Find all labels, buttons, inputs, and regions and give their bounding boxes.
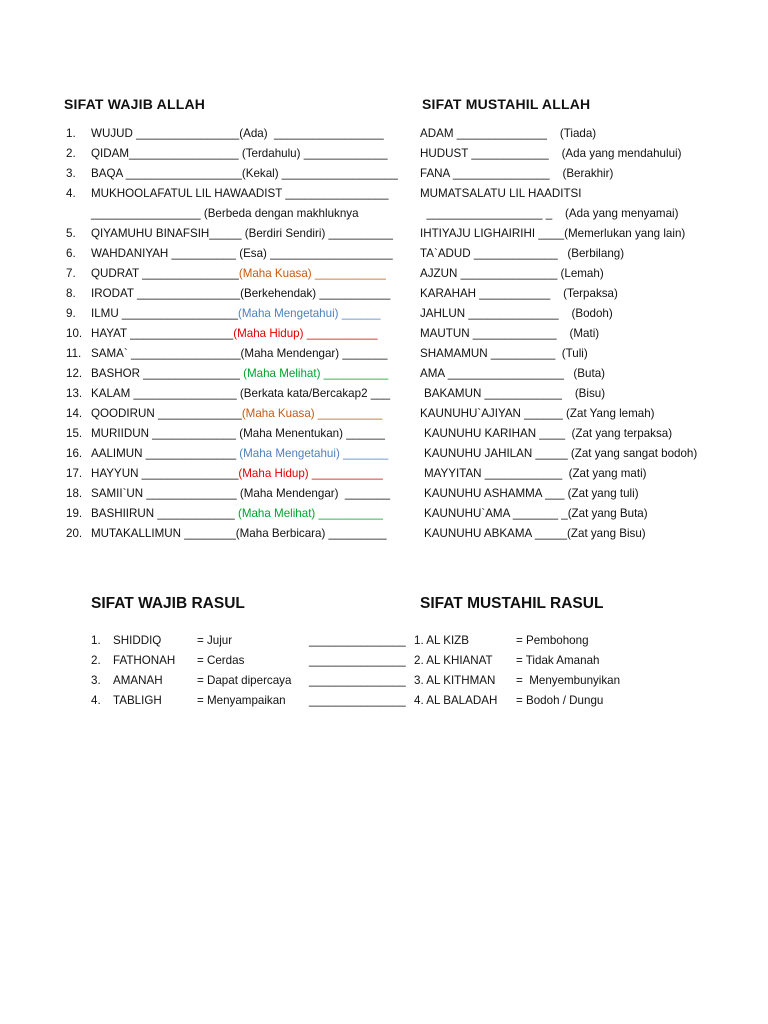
mustahil-entry: ADAM ______________ (Tiada) <box>420 127 597 140</box>
row-number: 3. <box>91 674 101 687</box>
row-number: 17. <box>66 467 83 480</box>
wajib-name: MUTAKALLIMUN ________(Maha Berbicara) _________ <box>91 527 387 540</box>
mustahil-entry: TA`ADUD _____________ (Berbilang) <box>420 247 625 260</box>
wajib-entry <box>91 447 388 460</box>
wajib-entry <box>91 367 388 380</box>
wajib-meaning-colored: (Maha Melihat) __________ <box>243 367 389 380</box>
row-number: 8. <box>66 287 76 300</box>
wajib-name: SAMII`UN ______________ (Maha Mendengar) _______ <box>91 487 391 500</box>
row-number: 1. <box>66 127 76 140</box>
wajib-name: HAYAT ________________ <box>91 327 234 340</box>
allah-row <box>0 467 768 487</box>
mustahil-rasul-name: 2. AL KHIANAT <box>414 654 493 667</box>
row-number: 18. <box>66 487 83 500</box>
row-number: 12. <box>66 367 83 380</box>
mustahil-entry: MAUTUN _____________ (Mati) <box>420 327 600 340</box>
allah-row <box>0 427 768 447</box>
wajib-entry <box>91 527 387 540</box>
wajib-name: BASHIIRUN ____________ <box>91 507 238 520</box>
allah-row <box>0 447 768 467</box>
row-number: 16. <box>66 447 83 460</box>
row-number: 15. <box>66 427 83 440</box>
row-number: 7. <box>66 267 76 280</box>
wajib-name: MUKHOOLAFATUL LIL HAWAADIST ________________ <box>91 187 389 200</box>
mustahil-entry: FANA _______________ (Berakhir) <box>420 167 614 180</box>
wajib-entry <box>91 467 383 480</box>
mustahil-entry: KAUNUHU KARIHAN ____ (Zat yang terpaksa) <box>424 427 673 440</box>
allah-row <box>0 327 768 347</box>
wajib-name: SAMA` _________________(Maha Mendengar) _______ <box>91 347 388 360</box>
wajib-entry <box>91 347 388 360</box>
wajib-name: AALIMUN ______________ <box>91 447 240 460</box>
wajib-meaning-colored: (Maha Kuasa) ___________ <box>238 267 386 280</box>
mustahil-entry: MAYYITAN ____________ (Zat yang mati) <box>424 467 647 480</box>
mustahil-entry: IHTIYAJU LIGHAIRIHI ____(Memerlukan yang lain) <box>420 227 686 240</box>
mustahil-rasul-meaning: = Pembohong <box>516 634 589 647</box>
row-number: 4. <box>66 187 76 200</box>
allah-row <box>0 507 768 527</box>
mustahil-rasul-meaning: = Bodoh / Dungu <box>516 694 604 707</box>
rasul-row <box>0 634 768 654</box>
wajib-name: ILMU __________________ <box>91 307 238 320</box>
wajib-rasul-meaning: = Dapat dipercaya <box>197 674 292 687</box>
wajib-name: QUDRAT _______________ <box>91 267 239 280</box>
row-number: 19. <box>66 507 83 520</box>
wajib-meaning-colored: (Maha Hidup) ___________ <box>233 327 378 340</box>
wajib-entry <box>91 127 384 140</box>
wajib-name: HAYYUN _______________ <box>91 467 239 480</box>
wajib-name: KALAM ________________ (Berkata kata/Bercakap2 ___ <box>91 387 391 400</box>
allah-row <box>0 267 768 287</box>
mustahil-entry: KAUNUHU`AMA _______ _(Zat yang Buta) <box>424 507 648 520</box>
wajib-entry <box>91 327 378 340</box>
answer-line: _______________ <box>309 674 406 687</box>
sifat-wajib-allah-title: SIFAT WAJIB ALLAH <box>64 96 206 112</box>
mustahil-entry: __________________ _ (Ada yang menyamai) <box>420 207 679 220</box>
mustahil-entry: KAUNUHU`AJIYAN ______ (Zat Yang lemah) <box>420 407 655 420</box>
wajib-rasul-meaning: = Jujur <box>197 634 233 647</box>
rasul-row <box>0 654 768 674</box>
wajib-name: WAHDANIYAH __________ (Esa) ___________________ <box>91 247 393 260</box>
wajib-name: _________________ (Berbeda dengan makhluknya <box>91 207 359 220</box>
row-number: 2. <box>91 654 101 667</box>
wajib-meaning-colored: (Maha Kuasa) __________ <box>241 407 383 420</box>
row-number: 5. <box>66 227 76 240</box>
wajib-entry <box>91 307 380 320</box>
wajib-rasul-meaning: = Menyampaikan <box>197 694 286 707</box>
mustahil-entry: HUDUST ____________ (Ada yang mendahului) <box>420 147 682 160</box>
wajib-meaning-colored: (Maha Mengetahui) ______ <box>237 307 381 320</box>
answer-line: _______________ <box>309 634 406 647</box>
sifat-mustahil-rasul-title: SIFAT MUSTAHIL RASUL <box>420 595 604 612</box>
mustahil-rasul-name: 3. AL KITHMAN <box>414 674 496 687</box>
wajib-rasul-name: AMANAH <box>113 674 163 687</box>
allah-row <box>0 367 768 387</box>
allah-row <box>0 187 768 207</box>
wajib-name: BASHOR _______________ <box>91 367 244 380</box>
row-number: 11. <box>66 347 82 360</box>
allah-row <box>0 487 768 507</box>
mustahil-rasul-name: 1. AL KIZB <box>414 634 469 647</box>
wajib-entry <box>91 487 390 500</box>
wajib-entry <box>91 507 383 520</box>
wajib-rasul-name: SHIDDIQ <box>113 634 162 647</box>
mustahil-entry: MUMATSALATU LIL HAADITSI <box>420 187 582 200</box>
row-number: 14. <box>66 407 83 420</box>
allah-row <box>0 127 768 147</box>
wajib-entry <box>91 247 393 260</box>
wajib-name: MURIIDUN _____________ (Maha Menentukan) ______ <box>91 427 385 440</box>
allah-row <box>0 227 768 247</box>
allah-row <box>0 307 768 327</box>
wajib-name: QIYAMUHU BINAFSIH_____ (Berdiri Sendiri) __________ <box>91 227 394 240</box>
mustahil-entry: KAUNUHU JAHILAN _____ (Zat yang sangat bodoh) <box>424 447 698 460</box>
sifat-wajib-rasul-title: SIFAT WAJIB RASUL <box>91 595 245 612</box>
wajib-name: QOODIRUN _____________ <box>91 407 242 420</box>
allah-row <box>0 247 768 267</box>
mustahil-entry: JAHLUN ______________ (Bodoh) <box>420 307 613 320</box>
allah-row <box>0 387 768 407</box>
row-number: 10. <box>66 327 83 340</box>
wajib-meaning-colored: (Maha Melihat) __________ <box>237 507 383 520</box>
allah-row <box>0 207 768 227</box>
row-number: 9. <box>66 307 76 320</box>
mustahil-entry: KAUNUHU ASHAMMA ___ (Zat yang tuli) <box>424 487 639 500</box>
row-number: 4. <box>91 694 101 707</box>
wajib-entry <box>91 287 390 300</box>
wajib-name: WUJUD ________________(Ada) _________________ <box>91 127 384 140</box>
wajib-rasul-meaning: = Cerdas <box>197 654 245 667</box>
allah-row <box>0 147 768 167</box>
row-number: 20. <box>66 527 83 540</box>
wajib-name: BAQA __________________(Kekal) __________________ <box>91 167 398 180</box>
wajib-entry <box>91 387 390 400</box>
row-number: 6. <box>66 247 76 260</box>
row-number: 3. <box>66 167 76 180</box>
mustahil-entry: BAKAMUN ____________ (Bisu) <box>424 387 606 400</box>
wajib-name: IRODAT ________________(Berkehendak) ___________ <box>91 287 391 300</box>
wajib-name: QIDAM_________________ (Terdahulu) _____________ <box>91 147 388 160</box>
wajib-meaning-colored: (Maha Mengetahui) _______ <box>239 447 389 460</box>
rasul-row <box>0 694 768 714</box>
mustahil-entry: KAUNUHU ABKAMA _____(Zat yang Bisu) <box>424 527 646 540</box>
wajib-entry <box>91 227 393 240</box>
row-number: 1. <box>91 634 101 647</box>
allah-row <box>0 287 768 307</box>
wajib-meaning-colored: (Maha Hidup) ___________ <box>238 467 383 480</box>
mustahil-rasul-meaning: = Tidak Amanah <box>516 654 600 667</box>
mustahil-entry: KARAHAH ___________ (Terpaksa) <box>420 287 618 300</box>
mustahil-rasul-name: 4. AL BALADAH <box>414 694 498 707</box>
rasul-row <box>0 674 768 694</box>
wajib-entry <box>91 267 386 280</box>
answer-line: _______________ <box>309 654 406 667</box>
wajib-entry <box>91 187 389 200</box>
allah-row <box>0 527 768 547</box>
wajib-entry <box>91 207 359 220</box>
wajib-entry <box>91 147 388 160</box>
allah-row <box>0 347 768 367</box>
wajib-entry <box>91 407 382 420</box>
wajib-rasul-name: TABLIGH <box>113 694 162 707</box>
wajib-entry <box>91 167 398 180</box>
allah-row <box>0 407 768 427</box>
mustahil-entry: SHAMAMUN __________ (Tuli) <box>420 347 588 360</box>
sifat-mustahil-allah-title: SIFAT MUSTAHIL ALLAH <box>422 96 591 112</box>
row-number: 13. <box>66 387 83 400</box>
allah-row <box>0 167 768 187</box>
mustahil-rasul-meaning: = Menyembunyikan <box>516 674 621 687</box>
answer-line: _______________ <box>309 694 406 707</box>
mustahil-entry: AMA __________________ (Buta) <box>420 367 606 380</box>
mustahil-entry: AJZUN _______________ (Lemah) <box>420 267 604 280</box>
row-number: 2. <box>66 147 76 160</box>
wajib-rasul-name: FATHONAH <box>113 654 176 667</box>
wajib-entry <box>91 427 385 440</box>
